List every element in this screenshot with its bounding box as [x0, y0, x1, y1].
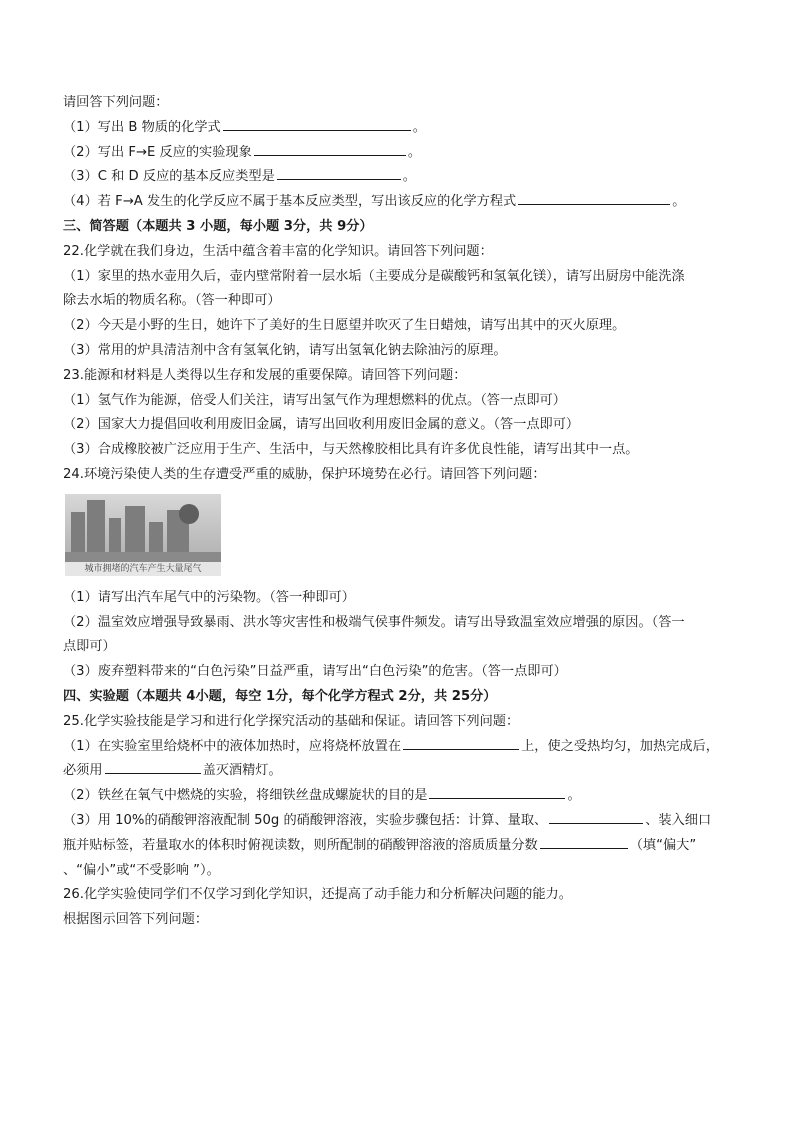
traffic-exhaust-photo [65, 494, 221, 576]
q25-stem: 25.化学实验技能是学习和进行化学探究活动的基础和保证。请回答下列问题： [63, 713, 520, 729]
q25-item-1-line-1 [63, 735, 733, 760]
q25-item-2-end: 。 [567, 788, 581, 804]
document-page [63, 91, 733, 933]
q24-item-3: （3）废弃塑料带来的“白色污染”日益严重，请写出“白色污染”的危害。（答一点即可） [63, 664, 567, 680]
q23-item-3: （3）合成橡胶被广泛应用于生产、生活中，与天然橡胶相比具有许多优良性能，请写出其中一点。 [63, 442, 639, 458]
q25-item-3-text: （3）用 10%的硝酸钾溶液配制 50g 的硝酸钾溶液，实验步骤包括：计算、量取、 [63, 812, 548, 828]
section-4-heading: 四、实验题（本题共 4小题，每空 1分，每个化学方程式 2分，共 25分） [63, 688, 497, 704]
q23-item-2: （2）国家大力提倡回收利用废旧金属，请写出回收利用废旧金属的意义。（答一点即可） [63, 417, 580, 433]
q22-stem: 22.化学就在我们身边，生活中蕴含着丰富的化学知识。请回答下列问题： [63, 243, 493, 259]
q21-item-1-end: 。 [412, 119, 426, 135]
q21-item-1 [63, 116, 733, 141]
q25-item-1-text-after: 上，使之受热均匀，加热完成后， [521, 738, 719, 754]
answer-blank[interactable] [549, 809, 643, 824]
sun-shape [179, 504, 199, 524]
q25-item-2 [63, 784, 733, 809]
q25-item-1-text-2-after: 盖灭酒精灯。 [202, 763, 282, 779]
q23-stem: 23.能源和材料是人类得以生存和发展的重要保障。请回答下列问题： [63, 367, 467, 383]
q22-item-3: （3）常用的炉具清洁剂中含有氢氧化钠，请写出氢氧化钠去除油污的原理。 [63, 342, 507, 358]
q24-item-1: （1）请写出汽车尾气中的污染物。（答一种即可） [63, 589, 355, 605]
q21-item-4-end: 。 [672, 194, 686, 210]
q25-item-2-text: （2）铁丝在氧气中燃烧的实验，将细铁丝盘成螺旋状的目的是 [63, 788, 428, 804]
q25-item-1-text-2: 必须用 [63, 763, 103, 779]
q21-item-4 [63, 190, 733, 215]
q21-item-4-text: （4）若 F→A 发生的化学反应不属于基本反应类型，写出该反应的化学方程式 [63, 194, 517, 210]
instruction-line: 请回答下列问题： [63, 95, 169, 110]
answer-blank[interactable] [540, 834, 628, 849]
answer-blank[interactable] [518, 190, 670, 205]
q21-item-3-end: 。 [402, 169, 416, 185]
answer-blank[interactable] [254, 141, 406, 156]
q26-stem: 26.化学实验使同学们不仅学习到化学知识，还提高了动手能力和分析解决问题的能力。 [63, 887, 572, 903]
q23-item-1: （1）氢气作为能源，倍受人们关注，请写出氢气作为理想燃料的优点。（答一点即可） [63, 392, 566, 408]
q22-item-1-line-1: （1）家里的热水壶用久后，壶内壁常附着一层水垢（主要成分是碳酸钙和氢氧化镁），请写出厨房中能洗涤 [63, 268, 685, 284]
q22-item-1-line-2: 除去水垢的物质名称。（答一种即可） [63, 293, 281, 309]
q24-stem: 24.环境污染使人类的生存遭受严重的威胁，保护环境势在必行。请回答下列问题： [63, 466, 546, 482]
q25-item-1-text: （1）在实验室里给烧杯中的液体加热时，应将烧杯放置在 [63, 738, 402, 754]
answer-blank[interactable] [277, 165, 401, 180]
q21-item-3 [63, 165, 733, 190]
q24-item-2-line-2: 点即可） [63, 639, 116, 655]
answer-blank[interactable] [105, 759, 201, 774]
q26-instruction: 根据图示回答下列问题： [63, 912, 209, 928]
q25-item-3-text-after: 、装入细口 [645, 812, 712, 828]
q21-item-2-end: 。 [407, 144, 421, 160]
q21-item-2 [63, 141, 733, 166]
road-shape [65, 552, 221, 562]
q25-item-3-text-2: 瓶并贴标签，若量取水的体积时俯视读数，则所配制的硝酸钾溶液的溶质质量分数 [63, 837, 538, 853]
section-3-heading: 三、简答题（本题共 3 小题，每小题 3分，共 9分） [63, 218, 373, 234]
building-shape [71, 512, 85, 552]
building-shape [149, 522, 163, 552]
q21-item-1-text: （1）写出 B 物质的化学式 [63, 119, 221, 135]
q21-item-3-text: （3）C 和 D 反应的基本反应类型是 [63, 169, 275, 185]
q21-item-2-text: （2）写出 F→E 反应的实验现象 [63, 144, 252, 160]
answer-blank[interactable] [403, 735, 519, 750]
q22-item-2: （2）今天是小野的生日，她许下了美好的生日愿望并吹灭了生日蜡烛，请写出其中的灭火原理。 [63, 318, 626, 334]
building-shape [87, 500, 105, 552]
q24-item-2-line-1: （2）温室效应增强导致暴雨、洪水等灾害性和极端气侯事件频发。请写出导致温室效应增强的原因。（答一 [63, 614, 685, 630]
answer-blank[interactable] [223, 116, 411, 131]
building-shape [125, 506, 145, 552]
q25-item-3-line-3: 、“偏小”或“不受影响 ”）。 [63, 862, 220, 878]
q25-item-1-line-2 [63, 759, 733, 784]
building-shape [109, 518, 121, 552]
answer-blank[interactable] [429, 784, 565, 799]
photo-caption: 城市拥堵的汽车产生大量尾气 [65, 562, 221, 576]
q25-item-3-line-1 [63, 809, 733, 834]
q25-item-3-text-2-after: （填“偏大” [629, 837, 697, 853]
q25-item-3-line-2 [63, 834, 733, 859]
